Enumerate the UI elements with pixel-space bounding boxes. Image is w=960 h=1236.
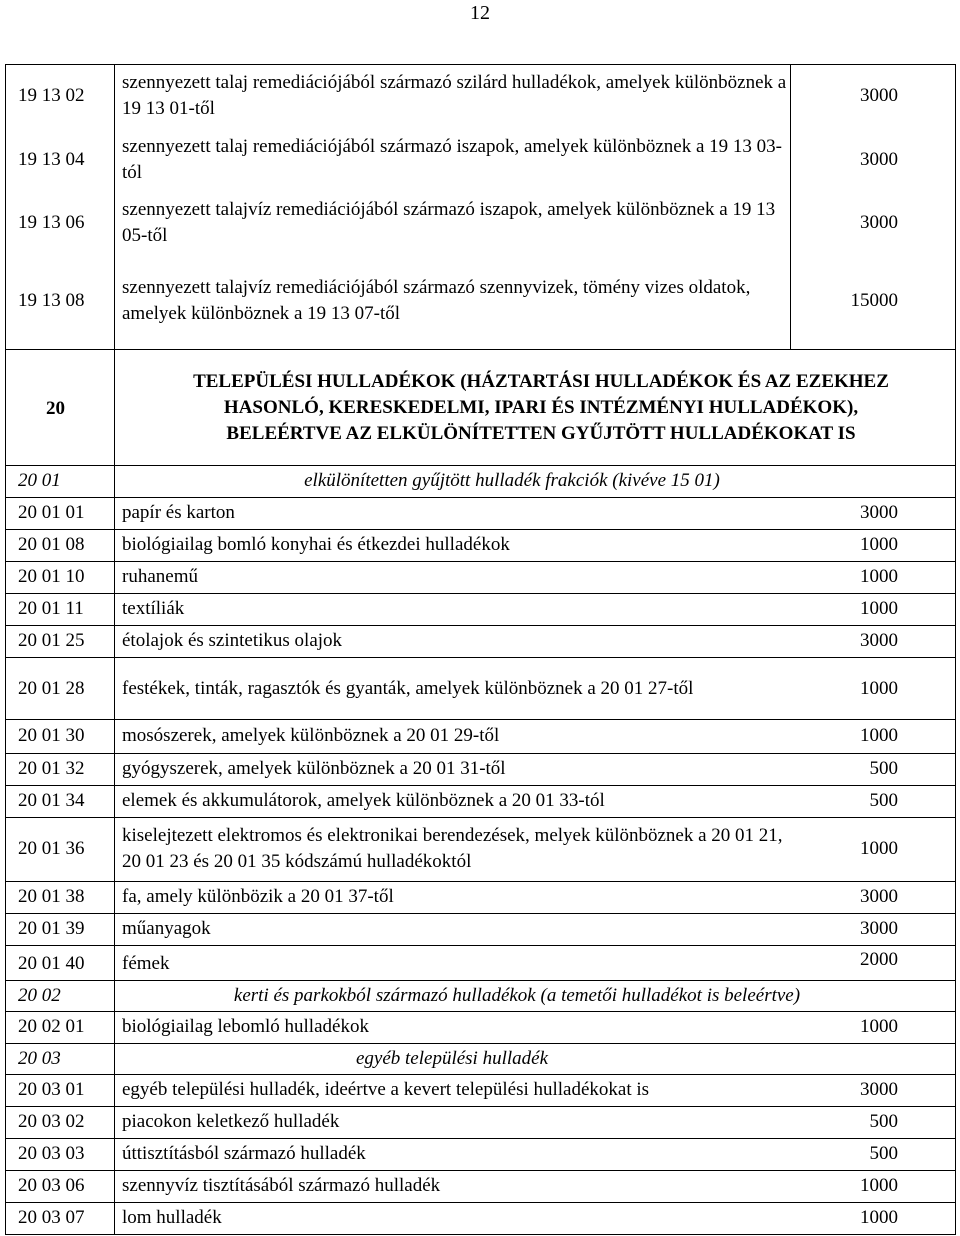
row-code: 19 13 02	[18, 85, 85, 106]
row-desc: biológiailag lebomló hulladékok	[122, 1016, 369, 1037]
row-code: 20 03 01	[18, 1079, 85, 1100]
row-desc: fa, amely különbözik a 20 01 37-től	[122, 886, 394, 907]
row-desc: elemek és akkumulátorok, amelyek különböznek a 20 01 33-tól	[122, 790, 605, 811]
row-code: 20 01 11	[18, 598, 84, 619]
row-desc: műanyagok	[122, 918, 211, 939]
row-code: 20 01 25	[18, 630, 85, 651]
subgroup-title: elkülönítetten gyűjtött hulladék frakciók (kivéve 15 01)	[304, 470, 720, 491]
row-desc: szennyezett talaj remediációjából származó szilárd hulladékok, amelyek különböznek a 19 13 01-től	[122, 72, 787, 119]
row-amount: 3000	[860, 630, 898, 651]
subgroup-code: 20 01	[18, 470, 61, 491]
row-desc: fémek	[122, 953, 170, 974]
row-desc: gyógyszerek, amelyek különböznek a 20 01 31-től	[122, 758, 506, 779]
chapter-title-line-3: BELEÉRTVE AZ ELKÜLÖNÍTETTEN GYŰJTÖTT HULLADÉKOKAT IS	[226, 423, 856, 444]
row-desc: biológiailag bomló konyhai és étkezdei hulladékok	[122, 534, 510, 555]
row-desc: szennyezett talajvíz remediációjából származó iszapok, amelyek különböznek a 19 13 05-től	[122, 199, 776, 246]
row-code: 20 01 34	[18, 790, 85, 811]
row-desc: piacokon keletkező hulladék	[122, 1111, 340, 1132]
row-code: 20 01 36	[18, 838, 85, 859]
row-amount: 3000	[860, 149, 898, 170]
row-desc: szennyezett talajvíz remediációjából származó szennyvizek, tömény vizes oldatok, amelyek különböznek a 19 13 07-től	[122, 277, 751, 324]
subgroup-code: 20 03	[18, 1048, 61, 1069]
row-amount: 500	[869, 790, 898, 811]
row-code: 20 03 06	[18, 1175, 85, 1196]
row-amount: 2000	[860, 949, 898, 970]
row-code: 20 01 08	[18, 534, 85, 555]
row-code: 19 13 08	[18, 290, 85, 311]
row-amount: 3000	[860, 886, 898, 907]
row-amount: 15000	[850, 290, 898, 311]
row-desc: lom hulladék	[122, 1207, 222, 1228]
chapter-title-line-2: HASONLÓ, KERESKEDELMI, IPARI ÉS INTÉZMÉNYI HULLADÉKOK),	[223, 397, 859, 418]
row-desc: étolajok és szintetikus olajok	[122, 630, 343, 651]
row-code: 20 01 39	[18, 918, 85, 939]
page-number: 12	[470, 2, 490, 24]
row-desc: szennyvíz tisztításából származó hulladék	[122, 1175, 441, 1196]
row-desc: textíliák	[122, 598, 185, 619]
row-desc: papír és karton	[122, 502, 235, 523]
row-code: 20 01 28	[18, 678, 85, 699]
row-amount: 1000	[860, 598, 898, 619]
row-code: 20 03 02	[18, 1111, 85, 1132]
chapter-code: 20	[46, 398, 65, 419]
row-amount: 1000	[860, 1016, 898, 1037]
row-desc: kiselejtezett elektromos és elektronikai berendezések, melyek különböznek a 20 01 21, 20 01 23 és 20 01 35 kódszámú hulladékoktól	[122, 825, 783, 872]
subgroup-title: kerti és parkokból származó hulladékok (a temetői hulladékot is beleértve)	[233, 985, 801, 1006]
row-amount: 1000	[860, 566, 898, 587]
row-amount: 1000	[860, 1175, 898, 1196]
row-desc: úttisztításból származó hulladék	[122, 1143, 366, 1164]
row-amount: 3000	[860, 85, 898, 106]
row-amount: 500	[869, 1111, 898, 1132]
subgroup-code: 20 02	[18, 985, 61, 1006]
row-code: 20 01 38	[18, 886, 85, 907]
row-desc: szennyezett talaj remediációjából származó iszapok, amelyek különböznek a 19 13 03-tól	[122, 136, 782, 183]
row-code: 20 01 01	[18, 502, 85, 523]
row-code: 20 01 32	[18, 758, 85, 779]
row-amount: 3000	[860, 212, 898, 233]
row-amount: 1000	[860, 725, 898, 746]
row-code: 20 02 01	[18, 1016, 85, 1037]
row-code: 20 01 30	[18, 725, 85, 746]
row-amount: 3000	[860, 1079, 898, 1100]
row-code: 20 03 07	[18, 1207, 85, 1228]
row-desc: egyéb települési hulladék, ideértve a kevert települési hulladékokat is	[122, 1079, 650, 1100]
row-code: 20 03 03	[18, 1143, 85, 1164]
subgroup-title: egyéb települési hulladék	[355, 1048, 549, 1069]
row-amount: 1000	[860, 678, 898, 699]
row-desc: festékek, tinták, ragasztók és gyanták, amelyek különböznek a 20 01 27-től	[122, 678, 694, 699]
row-code: 19 13 06	[18, 212, 85, 233]
row-amount: 3000	[860, 502, 898, 523]
row-amount: 500	[869, 758, 898, 779]
row-amount: 500	[869, 1143, 898, 1164]
chapter-title-line-1: TELEPÜLÉSI HULLADÉKOK (HÁZTARTÁSI HULLADÉKOK ÉS AZ EZEKHEZ	[193, 371, 889, 392]
row-amount: 3000	[860, 918, 898, 939]
row-code: 19 13 04	[18, 149, 85, 170]
row-desc: mosószerek, amelyek különböznek a 20 01 29-től	[122, 725, 500, 746]
row-desc: ruhanemű	[122, 566, 198, 587]
row-code: 20 01 40	[18, 953, 85, 974]
row-code: 20 01 10	[18, 566, 85, 587]
row-amount: 1000	[860, 838, 898, 859]
row-amount: 1000	[860, 1207, 898, 1228]
row-amount: 1000	[860, 534, 898, 555]
